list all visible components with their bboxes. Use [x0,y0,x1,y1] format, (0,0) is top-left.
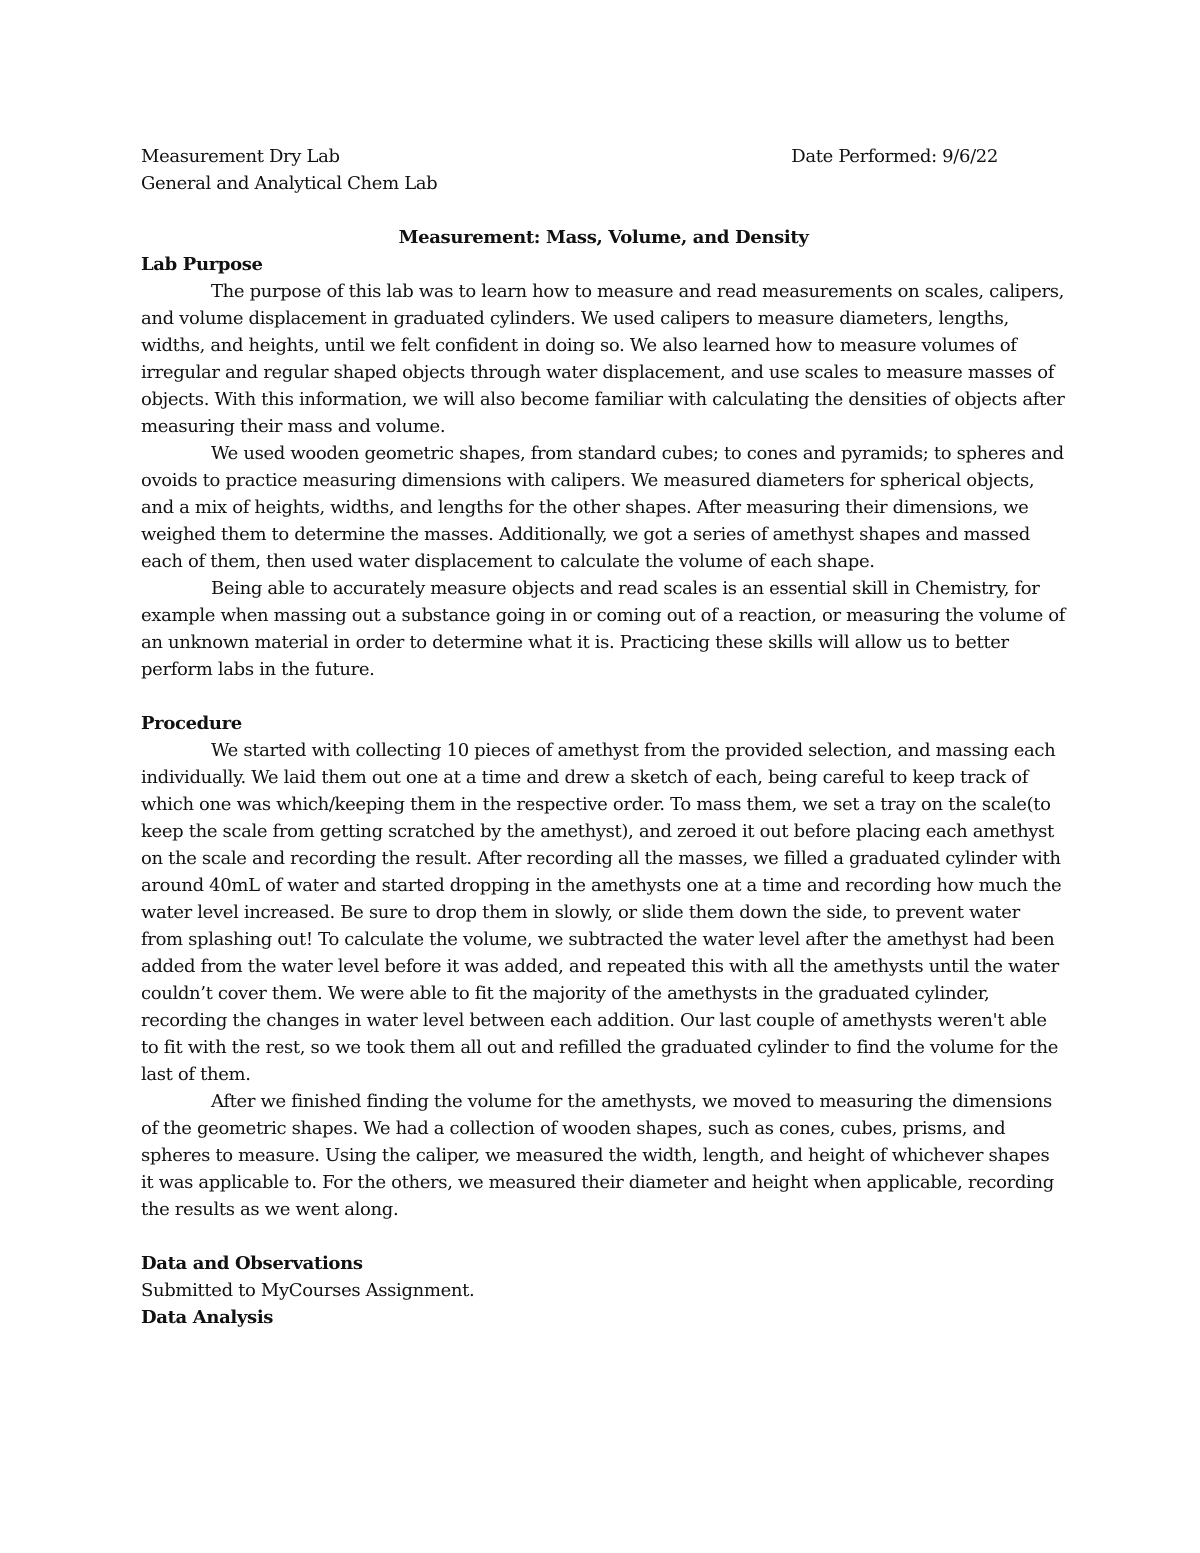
spacer [141,1223,1066,1250]
data-observations-heading: Data and Observations [141,1253,363,1274]
procedure-heading: Procedure [141,713,242,734]
header-left-line1: Measurement Dry Lab [141,146,340,167]
lab-purpose-heading: Lab Purpose [141,254,263,275]
procedure-paragraph: We started with collecting 10 pieces of amethyst from the provided selection, and massing each individually. We laid them out one at a time and drew a sketch of each, being careful to keep track of which one was which/keeping them in the respective order. To mass them, we set a tray on the scale(to keep the scale from getting scratched by the amethyst), and zeroed it out before placing each amethyst on the scale and recording the result. After recording all the masses, we filled a graduated cylinder with around 40mL of water and started dropping in the amethysts one at a time and recording how much the water level increased. Be sure to drop them in slowly, or slide them down the side, to prevent water from splashing out! To calculate the volume, we subtracted the water level after the amethyst had been added from the water level before it was added, and repeated this with all the amethysts until the water couldn’t cover them. We were able to fit the majority of the amethysts in the graduated cylinder, recording the changes in water level between each addition. Our last couple of amethysts weren't able to fit with the rest, so we took them all out and refilled the graduated cylinder to find the volume for the last of them. [141,740,1062,1085]
purpose-paragraph: Being able to accurately measure objects and read scales is an essential skill in Chemistry, for example when massing out a substance going in or coming out of a reaction, or measuring the volume of an unknown material in order to determine what it is. Practicing these skills will allow us to better perform labs in the future. [141,578,1066,680]
document-title: Measurement: Mass, Volume, and Density [398,227,809,248]
header-row [141,143,1066,170]
procedure-paragraph: After we finished finding the volume for the amethysts, we moved to measuring the dimensions of the geometric shapes. We had a collection of wooden shapes, such as cones, cubes, prisms, and spheres to measure. Using the caliper, we measured the width, length, and height of whichever shapes it was applicable to. For the others, we measured their diameter and height when applicable, recording the results as we went along. [141,1091,1054,1220]
date-performed: Date Performed: 9/6/22 [791,146,998,167]
header-left-line2: General and Analytical Chem Lab [141,173,438,194]
data-observations-text: Submitted to MyCourses Assignment. [141,1280,475,1301]
purpose-paragraph: We used wooden geometric shapes, from standard cubes; to cones and pyramids; to spheres and ovoids to practice measuring dimensions with calipers. We measured diameters for spherical objects, and a mix of heights, widths, and lengths for the other shapes. After measuring their dimensions, we weighed them to determine the masses. Additionally, we got a series of amethyst shapes and massed each of them, then used water displacement to calculate the volume of each shape. [141,443,1064,572]
data-analysis-heading: Data Analysis [141,1307,274,1328]
purpose-paragraph: The purpose of this lab was to learn how to measure and read measurements on scales, calipers, and volume displacement in graduated cylinders. We used calipers to measure diameters, lengths, widths, and heights, until we felt confident in doing so. We also learned how to measure volumes of irregular and regular shaped objects through water displacement, and use scales to measure masses of objects. With this information, we will also become familiar with calculating the densities of objects after measuring their mass and volume. [141,281,1065,437]
spacer [141,683,1066,710]
document-page [141,143,1066,1331]
